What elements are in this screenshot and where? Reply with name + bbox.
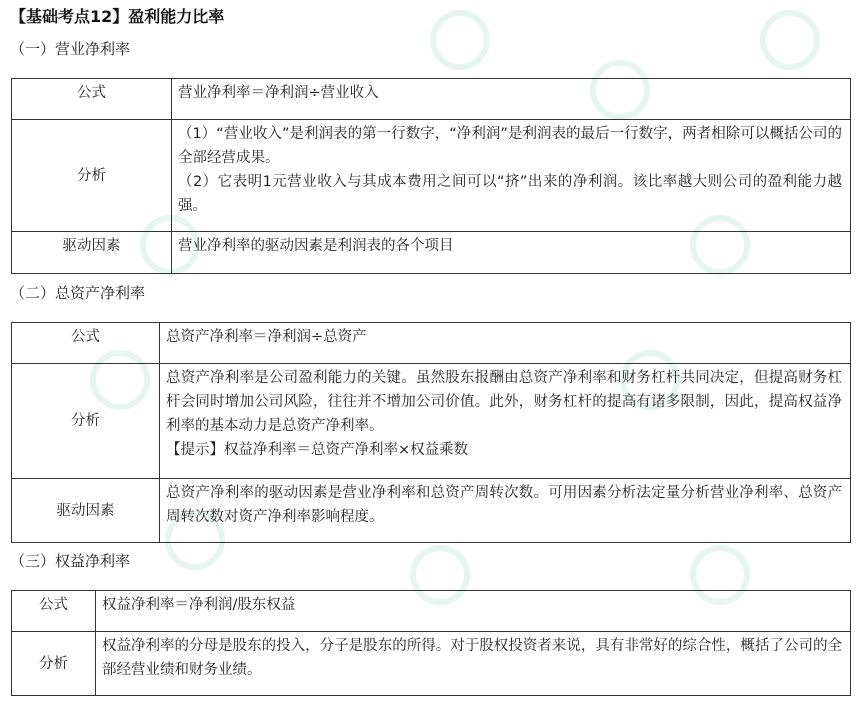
row-text: （2）它表明1元营业收入与其成本费用之间可以“挤”出来的净利润。该比率越大则公司的盈利能力越强。	[178, 174, 842, 214]
row-value	[160, 323, 851, 364]
row-value	[172, 79, 851, 120]
row-text: 【提示】权益净利率＝总资产净利率×权益乘数	[166, 442, 469, 458]
row-label: 公式	[12, 591, 96, 632]
table-row	[12, 632, 851, 696]
watermark-logo	[760, 10, 820, 70]
row-label: 驱动因素	[12, 479, 160, 543]
row-text: 营业净利率＝净利润÷营业收入	[178, 85, 379, 101]
watermark-logo	[430, 10, 490, 70]
section-heading: （二）总资产净利率	[10, 284, 146, 302]
table-row	[12, 79, 851, 120]
row-text: 权益净利率的分母是股东的投入，分子是股东的所得。对于股权投资者来说，具有非常好的综合性，概括了公司的全部经营业绩和财务业绩。	[102, 638, 842, 678]
row-label: 分析	[12, 120, 172, 232]
section-heading: （三）权益净利率	[10, 552, 131, 570]
table-row	[12, 364, 851, 479]
row-text: 营业净利率的驱动因素是利润表的各个项目	[178, 238, 454, 254]
row-value	[160, 479, 851, 543]
row-value	[160, 364, 851, 479]
ratio-table-operating	[11, 78, 851, 274]
row-label: 驱动因素	[12, 232, 172, 274]
table-row	[12, 323, 851, 364]
table-row	[12, 232, 851, 274]
table-row	[12, 479, 851, 543]
row-label: 公式	[12, 323, 160, 364]
table-row	[12, 591, 851, 632]
row-label: 公式	[12, 79, 172, 120]
row-text: 总资产净利率是公司盈利能力的关键。虽然股东报酬由总资产净利率和财务杠杆共同决定，但提高财务杠杆会同时增加公司风险，往往并不增加公司价值。此外，财务杠杆的提高有诸多限制，因此，提高权益净利率的基本动力是总资产净利率。	[166, 370, 842, 434]
page-title: 【基础考点12】盈利能力比率	[10, 7, 225, 26]
row-value	[96, 591, 851, 632]
table-row	[12, 120, 851, 232]
row-value	[172, 232, 851, 274]
ratio-table-equity	[11, 590, 851, 696]
section-heading: （一）营业净利率	[10, 40, 131, 58]
row-text: 总资产净利率的驱动因素是营业净利率和总资产周转次数。可用因素分析法定量分析营业净利率、总资产周转次数对资产净利率影响程度。	[166, 485, 842, 525]
row-label: 分析	[12, 632, 96, 696]
ratio-table-assets	[11, 322, 851, 543]
row-text: （1）“营业收入”是利润表的第一行数字，“净利润”是利润表的最后一行数字，两者相除可以概括公司的全部经营成果。	[178, 126, 842, 166]
row-text: 总资产净利率＝净利润÷总资产	[166, 329, 367, 345]
row-text: 权益净利率＝净利润/股东权益	[102, 597, 296, 613]
row-label: 分析	[12, 364, 160, 479]
row-value	[172, 120, 851, 232]
row-value	[96, 632, 851, 696]
